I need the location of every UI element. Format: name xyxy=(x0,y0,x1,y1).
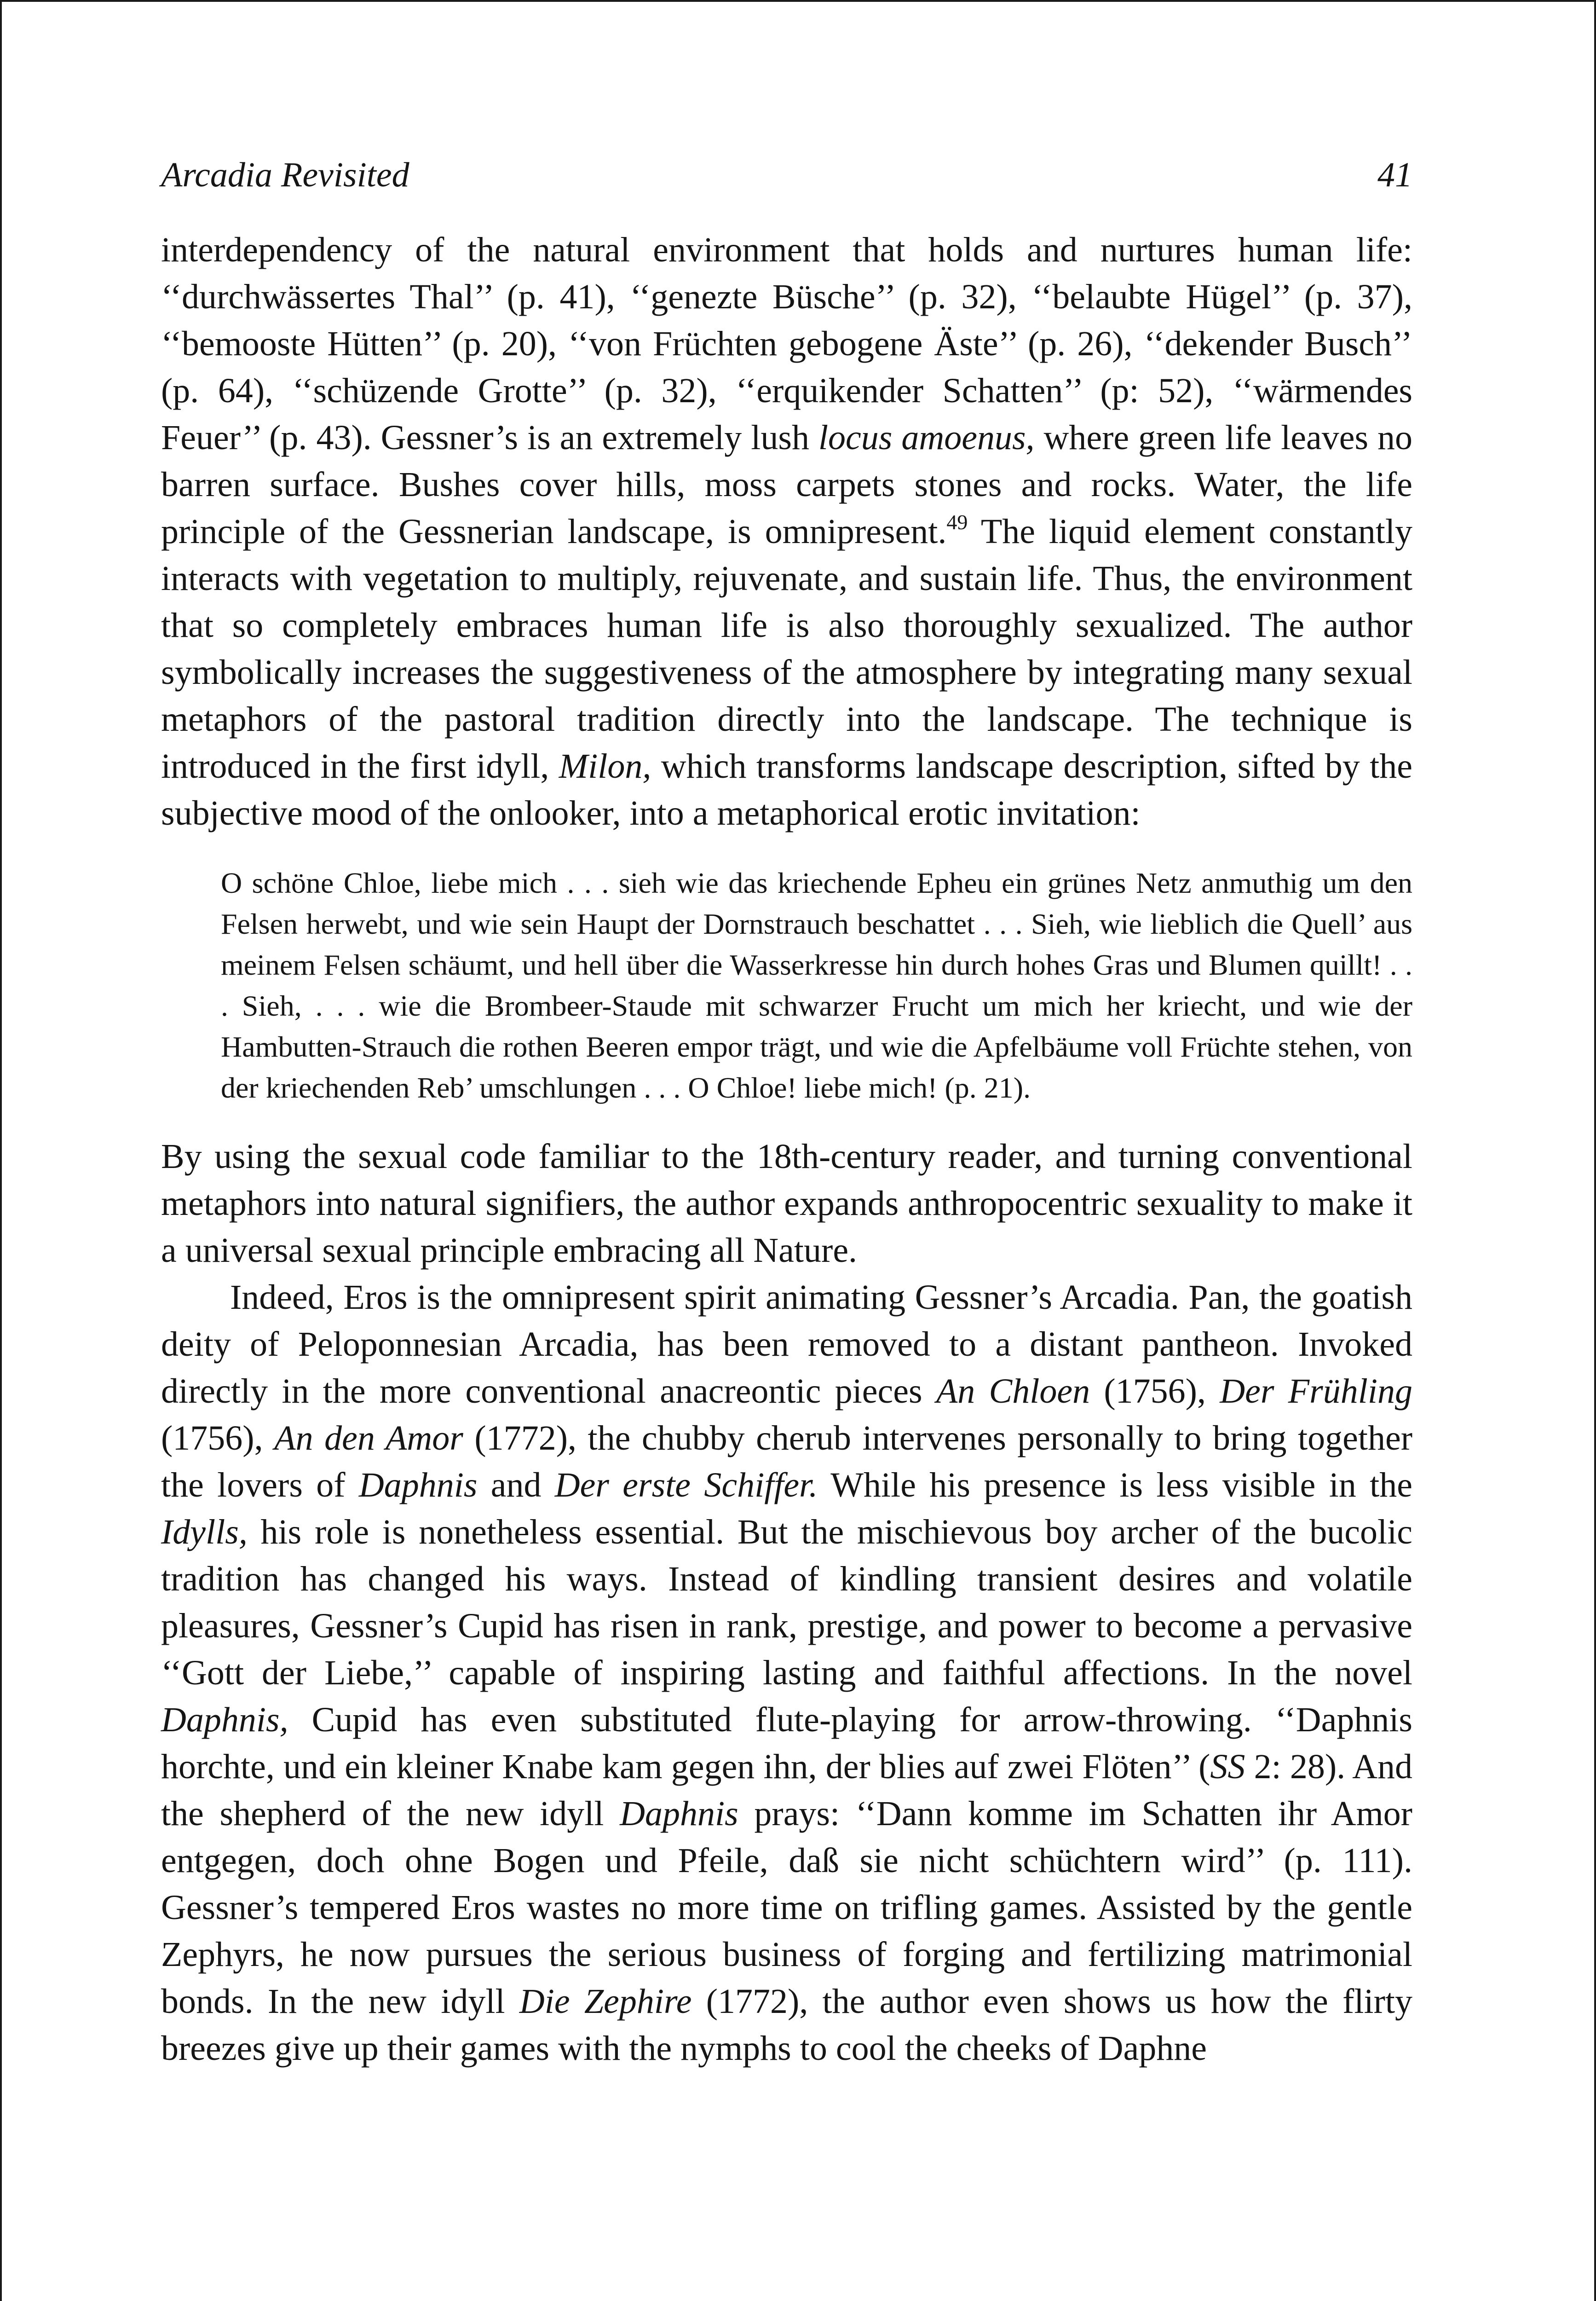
paragraph-eros xyxy=(161,1274,1412,2072)
scan-border-top xyxy=(0,0,1596,2)
text-run: While his presence is less visible in the xyxy=(818,1466,1413,1504)
text-run: prays: ‘‘Dann komme im Schatten ihr Amor entgegen, doch ohne Bogen und Pfeile, daß sie nicht schüchtern wird’’ (p. 111). Gessner’s tempered Eros wastes no more time on trifling games. Assisted by the gentle Zephyrs, he now pursues the serious business of forging and fertilizing matrimonial bonds. In the new idyll xyxy=(161,1794,1412,2021)
running-head: Arcadia Revisited xyxy=(161,156,409,194)
italic-daphnis-novel: Daphnis, xyxy=(161,1700,288,1739)
italic-daphnis: Daphnis xyxy=(358,1466,478,1504)
text-run: his role is nonetheless essential. But the mischievous boy archer of the bucolic tradition has changed his ways. Instead of kindling transient desires and volatile pleasures, Gessner’s Cupid has risen in rank, prestige, and power to become a pervasive ‘‘Gott der Liebe,’’ capable of inspiring lasting and faithful affections. In the novel xyxy=(161,1513,1412,1692)
text-run: The liquid element constantly interacts with vegetation to multiply, rejuvenate, and sustain life. Thus, the environment that so completely embraces human life is also thoroughly sexualized. The author symbolically increases the suggestiveness of the atmosphere by integrating many sexual metaphors of the pastoral tradition directly into the landscape. The technique is introduced in the first idyll, xyxy=(161,512,1412,786)
paragraph-landscape xyxy=(161,226,1412,837)
scan-border-left xyxy=(0,0,2,2301)
italic-der-fruehling: Der Frühling xyxy=(1220,1372,1412,1411)
text-run: which transforms landscape description, sifted by the subjective mood of the onlooker, into a metaphorical erotic invitation: xyxy=(161,747,1412,833)
italic-an-chloen: An Chloen xyxy=(936,1372,1090,1411)
paragraph-sexual-code: By using the sexual code familiar to the 18th-century reader, and turning conventional metaphors into natural signifiers, the author expands anthropocentric sexuality to make it a universal sexual principle embracing all Nature. xyxy=(161,1137,1412,1270)
italic-an-den-amor: An den Amor xyxy=(274,1419,463,1457)
text-run: and xyxy=(477,1466,555,1504)
italic-der-erste-schiffer: Der erste Schiffer. xyxy=(554,1466,818,1504)
page-header xyxy=(161,152,1412,202)
block-quote xyxy=(161,862,1412,1108)
page-number: 41 xyxy=(1377,156,1412,194)
text-run: (1772), the author even shows us how the flirty breezes give up their games with the nymphs to cool the cheeks of Daphne xyxy=(161,1982,1412,2068)
block-quote-text: O schöne Chloe, liebe mich . . . sieh wie das kriechende Epheu ein grünes Netz anmuthig um den Felsen herwebt, und wie sein Haupt der Dornstrauch beschattet . . . Sieh, wie lieblich die Quell’ aus meinem Felsen schäumt, und hell über die Wasserkresse hin durch hohes Gras und Blumen quillt! . . . Sieh, . . . wie die Brombeer-Staude mit schwarzer Frucht um mich her kriecht, und wie der Hambutten-Strauch die rothen Beeren empor trägt, und wie die Apfelbäume voll Früchte stehen, von der kriechenden Reb’ umschlungen . . . O Chloe! liebe mich! (p. 21). xyxy=(221,867,1412,1104)
text-run: (1756), xyxy=(161,1419,275,1457)
scan-border-right xyxy=(1594,0,1596,2301)
text-run: interdependency of the natural environment that holds and nurtures human life: ‘‘durchwässertes Thal’’ (p. 41), ‘‘genezte Büsche’’ (p. 32), ‘‘belaubte Hügel’’ (p. 37), ‘‘bemooste Hütten’’ (p. 20), ‘‘von Früchten gebogene Äste’’ (p. 26), ‘‘dekender Busch’’ (p. 64), ‘‘schüzende Grotte’’ (p. 32), ‘‘erquikender Schatten’’ (p: 52), ‘‘wärmendes Feuer’’ (p. 43). Gessner’s is an extremely lush xyxy=(161,231,1412,457)
text-run: (1756), xyxy=(1090,1372,1220,1411)
body-text xyxy=(161,226,1412,2072)
text-run: 2: 28). And the shepherd of the new idyll xyxy=(161,1747,1412,1833)
italic-ss: SS xyxy=(1210,1747,1245,1786)
text-run: (1772), the chubby cherub intervenes personally to bring together the lovers of xyxy=(161,1419,1413,1504)
text-run: Cupid has even substituted flute-playing for arrow-throwing. ‘‘Daphnis horchte, und ein kleiner Knabe kam gegen ihn, der blies auf zwei Flöten’’ ( xyxy=(161,1700,1412,1786)
text-run: where green life leaves no barren surface. Bushes cover hills, moss carpets stones and rocks. Water, the life principle of the Gessnerian landscape, is omnipresent. xyxy=(161,418,1412,551)
italic-daphnis-idyll: Daphnis xyxy=(620,1794,738,1833)
footnote-ref-49: 49 xyxy=(946,510,968,534)
italic-idylls: Idylls, xyxy=(161,1513,248,1551)
text-run: Indeed, Eros is the omnipresent spirit animating Gessner’s Arcadia. Pan, the goatish deity of Peloponnesian Arcadia, has been removed to a distant pantheon. Invoked directly in the more conventional anacreontic pieces xyxy=(161,1278,1412,1411)
italic-milon: Milon, xyxy=(559,747,651,786)
italic-die-zephire: Die Zephire xyxy=(519,1982,692,2021)
italic-locus-amoenus: locus amoenus, xyxy=(818,418,1035,457)
